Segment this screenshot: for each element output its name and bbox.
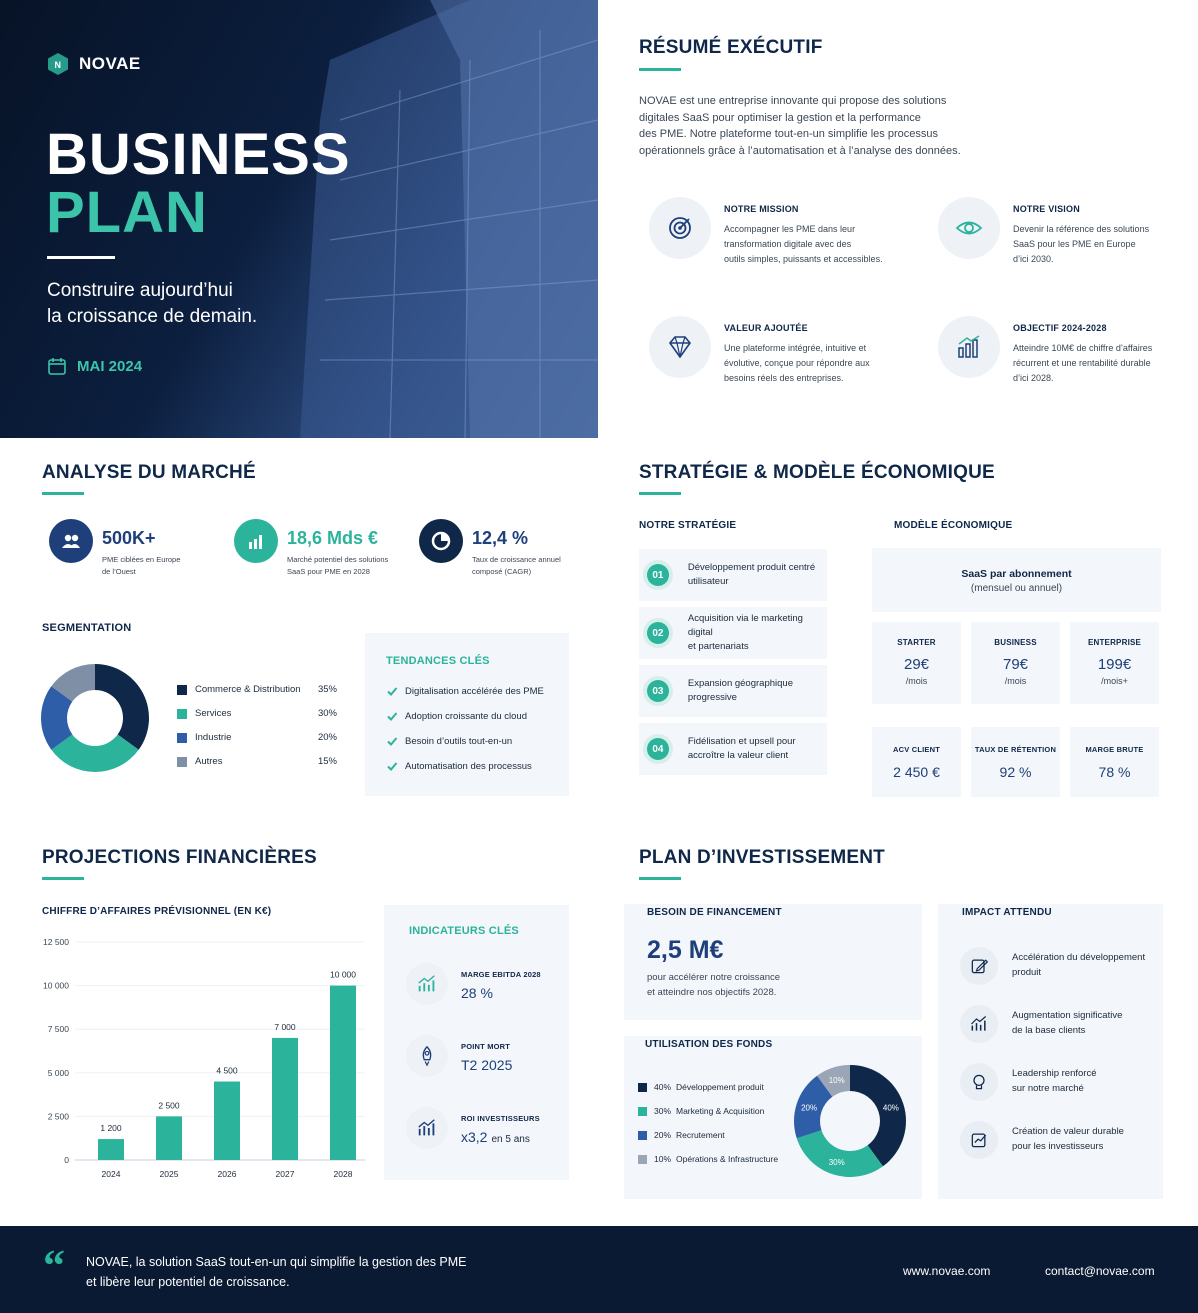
legend-label: Industrie xyxy=(195,732,232,743)
market-heading: ANALYSE DU MARCHÉ xyxy=(42,462,256,483)
indicator-icon-bg xyxy=(406,1107,448,1149)
impact-icon-bg xyxy=(960,1121,998,1159)
impact-icon-bg xyxy=(960,1063,998,1101)
bar-value-label: 1 200 xyxy=(100,1123,122,1134)
model-kpi xyxy=(1070,727,1159,797)
model-subtitle: (mensuel ou annuel) xyxy=(970,583,1063,594)
bar-value-label: 4 500 xyxy=(216,1065,238,1076)
funds-legend-item: 20% Recrutement xyxy=(638,1130,725,1140)
step-number: 03 xyxy=(643,676,673,706)
legend-swatch xyxy=(638,1155,647,1164)
legend-swatch xyxy=(638,1083,647,1092)
legend-label: Commerce & Distribution xyxy=(195,684,301,695)
summary-item-title: VALEUR AJOUTÉE xyxy=(724,323,808,333)
indicator-value: x3,2 en 5 ans xyxy=(461,1129,530,1145)
summary-item-title: NOTRE MISSION xyxy=(724,204,799,214)
plan-period: /mois+ xyxy=(1101,676,1128,686)
indicator-icon-bg xyxy=(406,1035,448,1077)
summary-item-icon-bg xyxy=(938,316,1000,378)
hero-date: MAI 2024 xyxy=(47,356,142,376)
growth-chart-icon xyxy=(955,333,983,361)
indicators-card xyxy=(384,905,569,1180)
segmentation-label: SEGMENTATION xyxy=(42,622,132,634)
bar-value-label: 10 000 xyxy=(330,969,356,980)
trends-label: TENDANCES CLÉS xyxy=(386,655,490,667)
legend-percent: 15% xyxy=(317,756,337,767)
donut-slice-label: 10% xyxy=(828,1076,845,1086)
investment-heading: PLAN D’INVESTISSEMENT xyxy=(639,847,885,868)
hero-title-line1: BUSINESS xyxy=(46,122,351,187)
model-card xyxy=(872,548,1161,612)
legend-swatch xyxy=(638,1107,647,1116)
finance-heading: PROJECTIONS FINANCIÈRES xyxy=(42,847,317,868)
indicator-name: ROI INVESTISSEURS xyxy=(461,1114,540,1123)
y-tick-label: 2 500 xyxy=(47,1111,69,1122)
y-tick-label: 0 xyxy=(64,1155,69,1165)
check-icon xyxy=(386,735,398,747)
impact-text: Accélération du développement produit xyxy=(1012,952,1146,978)
market-stat-icon-bg xyxy=(234,519,278,563)
segmentation-legend-item xyxy=(177,708,337,719)
step-number: 01 xyxy=(643,560,673,590)
legend-swatch xyxy=(638,1131,647,1140)
market-stat-text: PME ciblées en Europe de l’Ouest xyxy=(102,555,181,576)
legend-swatch xyxy=(177,709,187,719)
x-tick-label: 2028 xyxy=(333,1169,353,1179)
legend-percent: 35% xyxy=(317,684,337,695)
pricing-plan-starter xyxy=(872,622,961,704)
summary-text: NOVAE est une entreprise innovante qui propose des solutions digitales SaaS pour optimiser la gestion et la performance des PME. Notre plateforme tout-en-un simplifie les processus opérationnels grâce à l’automatisation et à l’analyse des données. xyxy=(639,95,961,157)
bar-value-label: 7 000 xyxy=(274,1021,296,1032)
revenue-chart-title: CHIFFRE D’AFFAIRES PRÉVISIONNEL (EN K€) xyxy=(42,906,272,917)
revenue-bar xyxy=(156,1116,182,1160)
indicators-label: INDICATEURS CLÉS xyxy=(409,925,519,937)
segmentation-donut-chart xyxy=(40,660,150,777)
revenue-bar xyxy=(214,1082,240,1160)
strategy-rule xyxy=(639,492,681,495)
pricing-plan-business xyxy=(971,622,1060,704)
trend-item: Besoin d’outils tout-en-un xyxy=(386,735,512,747)
impact-icon-bg xyxy=(960,1005,998,1043)
summary-item-text: Devenir la référence des solutions SaaS pour les PME en Europe d’ici 2030. xyxy=(1013,224,1150,264)
kpi-value: 78 % xyxy=(1098,764,1131,780)
legend-swatch xyxy=(177,757,187,767)
funds-donut-chart xyxy=(794,1063,906,1179)
market-stat-text: Marché potentiel des solutions SaaS pour PME en 2028 xyxy=(287,555,389,576)
trend-item: Digitalisation accélérée des PME xyxy=(386,685,544,697)
indicator-value: 28 % xyxy=(461,985,493,1001)
funds-legend-item: 40% Développement produit xyxy=(638,1082,764,1092)
summary-rule xyxy=(639,68,681,71)
strategy-step xyxy=(639,607,827,659)
calendar-icon xyxy=(47,356,67,376)
need-value: 2,5 M€ xyxy=(647,936,724,964)
kpi-name: MARGE BRUTE xyxy=(1085,745,1144,754)
market-stat-text: Taux de croissance annuel composé (CAGR) xyxy=(472,555,561,576)
segmentation-legend-item xyxy=(177,756,337,767)
model-title: SaaS par abonnement xyxy=(961,568,1072,580)
step-text: Fidélisation et upsell pour accroître la valeur client xyxy=(687,736,796,761)
plan-name: BUSINESS xyxy=(994,638,1037,647)
model-kpi xyxy=(872,727,961,797)
market-stat-icon-bg xyxy=(49,519,93,563)
hero-divider xyxy=(47,256,115,259)
hexagon-logo-icon xyxy=(47,52,69,76)
kpi-value: 92 % xyxy=(999,764,1032,780)
value-icon xyxy=(969,1130,989,1150)
market-stat-value: 500K+ xyxy=(102,528,156,548)
kpi-name: ACV CLIENT xyxy=(893,745,940,754)
step-text: Expansion géographique progressive xyxy=(687,678,793,703)
diamond-icon xyxy=(666,333,694,361)
market-stat-icon-bg xyxy=(419,519,463,563)
rocket-icon xyxy=(416,1045,438,1067)
summary-item-icon-bg xyxy=(649,316,711,378)
revenue-bar xyxy=(330,986,356,1160)
need-card xyxy=(624,904,922,1020)
bar-chart-icon xyxy=(244,529,268,553)
market-stat-value: 18,6 Mds € xyxy=(287,528,379,548)
hero-title-line2: PLAN xyxy=(46,180,208,245)
legend-label: Services xyxy=(195,708,232,719)
brand-name: NOVAE xyxy=(79,54,141,73)
revenue-bar xyxy=(98,1139,124,1160)
legend-swatch xyxy=(177,685,187,695)
step-number: 02 xyxy=(643,618,673,648)
step-text: Acquisition via le marketing digital et partenariats xyxy=(687,613,803,652)
footer-website-link[interactable]: www.novae.com xyxy=(903,1264,991,1278)
plan-price: 199€ xyxy=(1097,656,1132,673)
finance-rule xyxy=(42,877,84,880)
revenue-bar-chart xyxy=(30,930,370,1185)
growth-icon xyxy=(969,1014,989,1034)
brand-logo xyxy=(47,52,141,76)
segmentation-legend-item xyxy=(177,684,337,695)
plan-period: /mois xyxy=(905,676,928,686)
indicator-icon-bg xyxy=(406,963,448,1005)
impact-text: Leadership renforcé sur notre marché xyxy=(1012,1068,1097,1094)
impact-icon-bg xyxy=(960,947,998,985)
impact-text: Augmentation significative de la base clients xyxy=(1012,1010,1123,1036)
plan-price: 29€ xyxy=(903,656,930,673)
donut-slice-label: 30% xyxy=(828,1157,845,1167)
plan-price: 79€ xyxy=(1002,656,1029,673)
check-icon xyxy=(386,710,398,722)
trend-item: Automatisation des processus xyxy=(386,760,532,772)
summary-item-title: NOTRE VISION xyxy=(1013,204,1080,214)
eye-icon xyxy=(955,214,983,242)
footer-quote: NOVAE, la solution SaaS tout-en-un qui simplifie la gestion des PME et libère leur potentiel de croissance. xyxy=(86,1255,467,1289)
strategy-step xyxy=(639,665,827,717)
donut-slice xyxy=(797,1130,883,1177)
indicator-value: T2 2025 xyxy=(461,1057,513,1073)
roi-chart-icon xyxy=(416,1117,438,1139)
indicator-name: POINT MORT xyxy=(461,1042,511,1051)
kpi-value: 2 450 € xyxy=(893,764,940,780)
legend-percent: 20% xyxy=(317,732,337,743)
strategy-step xyxy=(639,723,827,775)
donut-slice-label: 20% xyxy=(801,1103,818,1113)
x-tick-label: 2024 xyxy=(101,1169,121,1179)
footer-email-link[interactable]: contact@novae.com xyxy=(1045,1264,1155,1278)
impact-text: Création de valeur durable pour les investisseurs xyxy=(1012,1126,1124,1152)
impact-label: IMPACT ATTENDU xyxy=(962,907,1052,918)
need-label: BESOIN DE FINANCEMENT xyxy=(647,907,782,918)
model-label: MODÈLE ÉCONOMIQUE xyxy=(894,520,1013,531)
market-stat-value: 12,4 % xyxy=(472,528,529,548)
users-icon xyxy=(59,529,83,553)
donut-slice xyxy=(95,664,149,750)
strategy-label: NOTRE STRATÉGIE xyxy=(639,520,737,531)
summary-item-title: OBJECTIF 2024-2028 xyxy=(1013,323,1107,333)
revenue-bar xyxy=(272,1038,298,1160)
y-tick-label: 10 000 xyxy=(43,980,69,991)
segmentation-legend-item xyxy=(177,732,337,743)
x-tick-label: 2025 xyxy=(159,1169,179,1179)
summary-item-icon-bg xyxy=(649,197,711,259)
hero-panel xyxy=(0,0,598,438)
hero-tagline: Construire aujourd’hui la croissance de demain. xyxy=(47,280,258,327)
pie-icon xyxy=(429,529,453,553)
step-number: 04 xyxy=(643,734,673,764)
summary-item-text: Atteindre 10M€ de chiffre d’affaires récurrent et une rentabilité durable d’ici 2028. xyxy=(1013,343,1153,383)
funds-label: UTILISATION DES FONDS xyxy=(645,1039,773,1050)
step-text: Développement produit centré utilisateur xyxy=(687,562,816,587)
legend-swatch xyxy=(177,733,187,743)
edit-icon xyxy=(969,956,989,976)
investment-rule xyxy=(639,877,681,880)
funds-legend-item: 10% Opérations & Infrastructure xyxy=(638,1154,778,1164)
quote-icon: “ xyxy=(43,1241,65,1290)
kpi-name: TAUX DE RÉTENTION xyxy=(974,745,1057,754)
trends-card xyxy=(365,633,569,796)
summary-item-text: Une plateforme intégrée, intuitive et évolutive, conçue pour répondre aux besoins réels des entreprises. xyxy=(724,343,870,383)
impact-card xyxy=(938,904,1163,1199)
model-kpi xyxy=(971,727,1060,797)
y-tick-label: 12 500 xyxy=(43,937,69,947)
bulb-icon xyxy=(969,1072,989,1092)
y-tick-label: 7 500 xyxy=(47,1024,69,1035)
summary-item-icon-bg xyxy=(938,197,1000,259)
plan-period: /mois xyxy=(1004,676,1027,686)
svg-text:N: N xyxy=(54,60,62,70)
x-tick-label: 2026 xyxy=(217,1169,237,1179)
funds-legend-item: 30% Marketing & Acquisition xyxy=(638,1106,764,1116)
strategy-step xyxy=(639,549,827,601)
target-icon xyxy=(666,214,694,242)
plan-name: STARTER xyxy=(897,638,936,647)
trend-item: Adoption croissante du cloud xyxy=(386,710,527,722)
funds-card xyxy=(624,1036,922,1199)
plan-name: ENTERPRISE xyxy=(1087,638,1142,647)
market-rule xyxy=(42,492,84,495)
y-tick-label: 5 000 xyxy=(47,1067,69,1078)
summary-item-text: Accompagner les PME dans leur transformation digitale avec des outils simples, puissants et accessibles. xyxy=(724,224,883,264)
check-icon xyxy=(386,760,398,772)
chart-up-icon xyxy=(416,973,438,995)
summary-heading: RÉSUMÉ EXÉCUTIF xyxy=(639,37,823,58)
legend-percent: 30% xyxy=(317,708,337,719)
check-icon xyxy=(386,685,398,697)
need-text: pour accélérer notre croissance et atteindre nos objectifs 2028. xyxy=(647,972,781,998)
bar-value-label: 2 500 xyxy=(158,1100,180,1111)
legend-label: Autres xyxy=(195,756,223,767)
footer xyxy=(0,1226,1198,1313)
pricing-plan-enterprise xyxy=(1070,622,1159,704)
strategy-heading: STRATÉGIE & MODÈLE ÉCONOMIQUE xyxy=(639,462,995,483)
donut-slice-label: 40% xyxy=(882,1103,899,1113)
indicator-name: MARGE EBITDA 2028 xyxy=(461,970,541,979)
x-tick-label: 2027 xyxy=(275,1169,295,1179)
